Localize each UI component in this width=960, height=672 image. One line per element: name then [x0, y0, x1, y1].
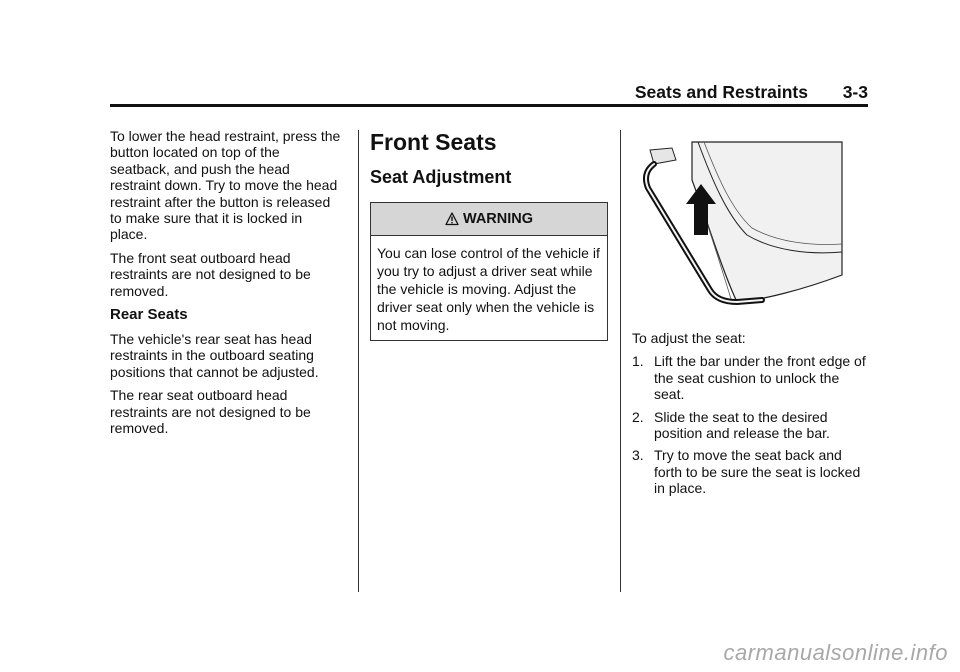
warning-label: WARNING [462, 211, 534, 227]
warning-box [370, 202, 608, 341]
chapter-title: Seats and Restraints [634, 82, 808, 102]
page-number: 3-3 [842, 82, 868, 102]
step-2 [632, 409, 868, 442]
step-3 [632, 447, 868, 496]
rear-seats-text: The vehicle's rear seat has head restraints in the outboard seating positions that cannot be adjusted. [110, 331, 319, 380]
front-seats-heading: Front Seats [370, 129, 497, 155]
page-header [110, 80, 868, 107]
column-divider-right [620, 130, 621, 592]
rear-restraints-note: The rear seat outboard head restraints are not designed to be removed. [110, 387, 311, 437]
warning-body [371, 236, 607, 340]
rear-seats-heading: Rear Seats [110, 306, 188, 324]
warning-triangle-icon [445, 212, 459, 226]
step-1 [632, 353, 868, 402]
step-1-number: 1. [632, 353, 644, 370]
step-3-number: 3. [632, 447, 644, 464]
warning-text: You can lose control of the vehicle if you try to adjust a driver seat while the vehicle is moving. Adjust the driver seat only when the vehicle is not moving. [377, 245, 600, 333]
seat-adjustment-heading: Seat Adjustment [370, 167, 512, 187]
left-column [110, 128, 342, 444]
step-3-text: Try to move the seat back and forth to be sure the seat is locked in place. [654, 447, 861, 497]
step-2-text: Slide the seat to the desired position and release the bar. [654, 408, 830, 442]
watermark: carmanualsonline.info [723, 640, 948, 665]
step-2-number: 2. [632, 408, 644, 425]
right-column [632, 140, 868, 503]
head-restraint-lower-text: To lower the head restraint, press the button located on top of the seatback, and push the head restraint down. Try to move the head restraint after the button is released to make sure that it is locked in place. [110, 128, 341, 243]
seat-bar-illustration [632, 140, 852, 320]
adjust-intro: To adjust the seat: [632, 330, 746, 346]
step-1-text: Lift the bar under the front edge of the seat cushion to unlock the seat. [654, 353, 866, 403]
column-divider-left [358, 130, 359, 592]
warning-header [371, 203, 607, 236]
front-restraints-note: The front seat outboard head restraints are not designed to be removed. [110, 249, 311, 299]
middle-column [370, 128, 610, 341]
